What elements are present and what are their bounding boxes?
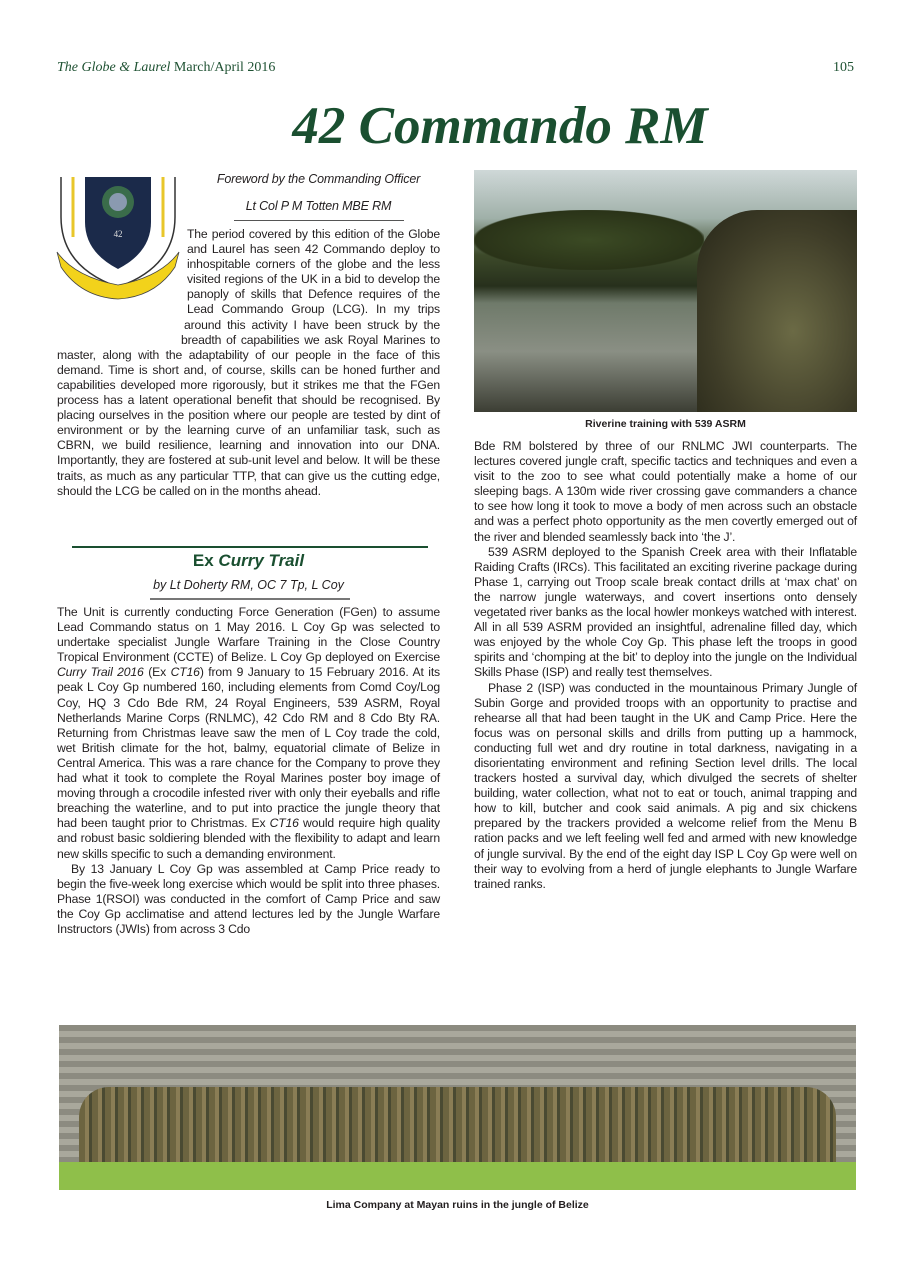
crest-number: 42 [113,229,123,239]
byline-divider [150,598,350,600]
group-photo [59,1025,856,1190]
grass [59,1162,856,1190]
group-photo-caption: Lima Company at Mayan ruins in the jungle of Belize [326,1199,589,1211]
left-column [57,170,440,499]
regimental-crest-logo [55,177,181,335]
foreword-heading: Foreword by the Commanding Officer [216,172,421,186]
article-left-text [57,605,440,937]
page-title: 42 Commando RM [292,97,708,155]
article-heading [57,551,440,571]
foreword-body: The period covered by this edition of the Globe and Laurel has seen 42 Commando deploy to inhospitable corners of the globe and the less visited regions of the UK in a bid to develop the panoply of skills that Defence requires of the Lead Commando Group (LCG). In my trips around this activity I have been struck by the breadth of capabilities we ask Royal Marines to master, along with the adaptability of our people in the face of this demand. Time is short and, of course, skills can be honed further and capabilities developed more rigorously, but it strikes me that the FGen process has a latent operational benefit that should be recognised. By placing ourselves in the position where our people are tested by dint of environment or by the learning curve of an unfamiliar task, such as CBRN, we build resilience, learning and innovation into our DNA. Importantly, they are fostered at sub-unit level and below. It will be these traits, as much as any particular TTP, that can give us the cutting edge, should the LCG be called on in the months ahead. [57,227,440,498]
section-divider [72,546,428,548]
paragraph-4: Phase 2 (ISP) was conducted in the mountainous Primary Jungle of Subin Gorge and provided troops with an opportunity to practise and rehearse all that had been taught in the UK and Camp Price. Here the focus was on personal skills and drills from putting up a hammock, conducting full wet and dry routine in total darkness, navigating in a disorientating environment and refining Section level drills. The local trackers hosted a survival day, which divulged the secrets of shelter building, water collection, what not to eat or touch, animal trapping and how to kill, butcher and cook said animals. A pig and six chickens prepared by the trackers provided a welcome relief from the Menu B ration packs and we left feeling well fed and armed with new knowledge of jungle survival. By the end of the eight day ISP L Coy Gp were well on their way to evolving from a herd of jungle elephants to Jungle Warfare trained ranks. [474,680,857,891]
running-header [57,60,275,76]
article-right-text [474,439,857,892]
publication-name: The Globe & Laurel [57,60,171,75]
soldiers-group [79,1087,836,1167]
issue-date: March/April 2016 [173,60,276,75]
treeline [474,210,704,270]
paragraph-2: By 13 January L Coy Gp was assembled at Camp Price ready to begin the five-week long exercise which would be split into three phases. Phase 1(RSOI) was conducted in the comfort of Camp Price and saw the Coy Gp acclimatise and attend lectures led by the Jungle Warfare Instructors (JWIs) from across 3 Cdo [57,861,440,936]
soldier-figure [697,210,857,412]
paragraph-3: 539 ASRM deployed to the Spanish Creek area with their Inflatable Raiding Crafts (IRCs). This facilitated an exciting riverine package during Phase 1, carrying out Troop scale break contact drills at ‘max chat’ on the narrow jungle waterways, and covert insertions onto densely vegetated river banks as the local howler monkeys watched with interest. All in all 539 ASRM provided an insightful, adrenaline filled day, which was enjoyed by the whole Coy Gp. This phase left the troops in good spirits and ‘chomping at the bit’ to deploy into the jungle on the Individual Skills Phase (ISP) and really test themselves. [474,544,857,680]
paragraph-1: The Unit is currently conducting Force Generation (FGen) to assume Lead Commando status on 1 May 2016. L Coy Gp was selected to undertake specialist Jungle Warfare Training in the Close Country Tropical Environment (CCTE) of Belize. L Coy Gp deployed on Exercise Curry Trail 2016 (Ex CT16) from 9 January to 15 February 2016. At its peak L Coy Gp numbered 160, including elements from Comd Coy/Log Coy, HQ 3 Cdo Bde RM, 24 Royal Engineers, 539 ASRM, Royal Netherlands Marine Corps (RNLMC), 42 Cdo RM and 8 Cdo Bty RA. Returning from Christmas leave saw the men of L Coy trade the cold, wet British climate for the hot, balmy, equatorial climate of Belize in Central America. This was a rare chance for the Company to prove they had what it took to complete the Royal Marines poster boy image of moving through a crocodile infested river with only their eyeballs and rifle breaching the waterline, and to put into practice the jungle theory that had been taught prior to Christmas. Ex CT16 would require high quality and robust basic soldiering blended with the flexibility to adapt and learn new skills specific to such a demanding environment. [57,605,440,861]
article-byline: by Lt Doherty RM, OC 7 Tp, L Coy [153,578,344,592]
foreword-text [57,227,440,499]
riverine-photo-caption: Riverine training with 539 ASRM [585,418,746,430]
heading-italic: Curry Trail [218,551,305,570]
riverine-training-photo [474,170,857,412]
heading-prefix: Ex [192,551,214,570]
foreword-author: Lt Col P M Totten MBE RM [245,199,392,213]
foreword-header [197,170,440,221]
paragraph-2-continued: Bde RM bolstered by three of our RNLMC JWI counterparts. The lectures covered jungle craft, specific tactics and techniques and even a visit to the zoo to see what could potentially make a home of our sleeping bags. A 130m wide river crossing gave commanders a chance to see how long it took to move a body of men across such an obstacle and was a perfect photo opportunity as the men covertly emerged out of the river and blended seamlessly back into ‘the J’. [474,439,857,544]
page-number: 105 [833,60,854,75]
divider [234,220,404,221]
